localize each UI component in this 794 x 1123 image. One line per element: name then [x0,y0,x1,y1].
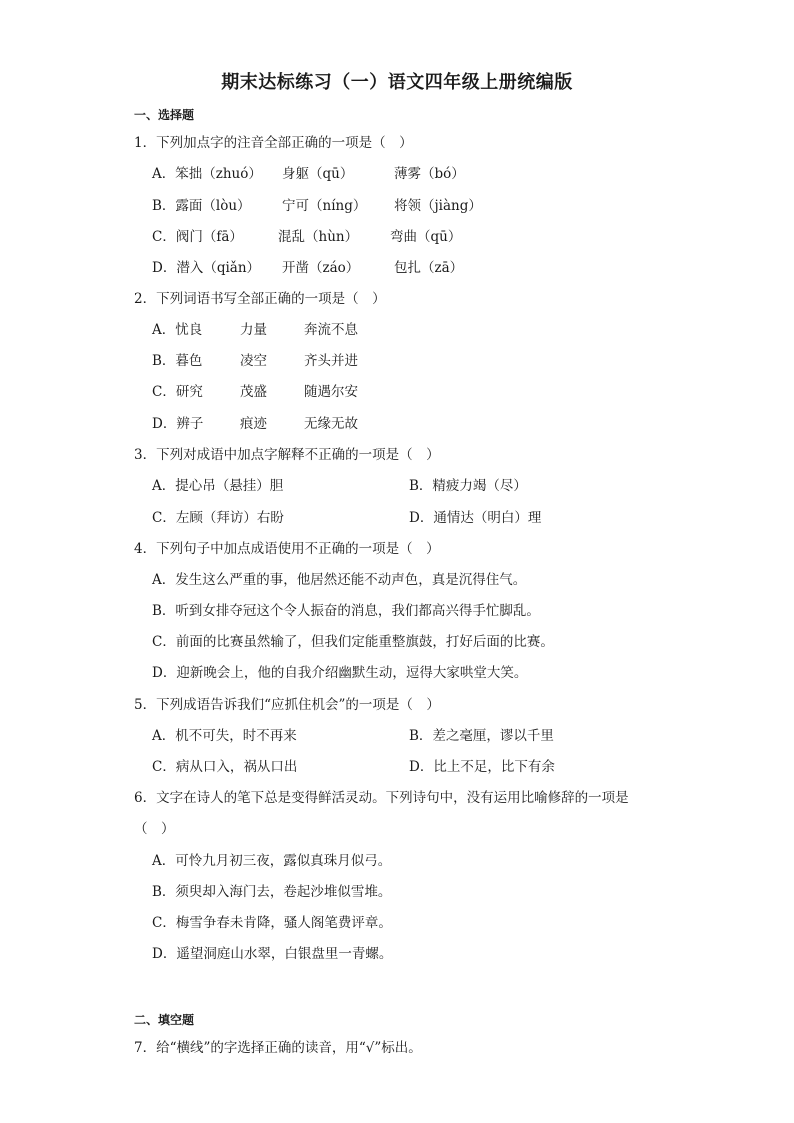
option-text: 凌空 [240,353,267,369]
option-text: 弯曲（qū） [390,229,462,245]
page-title: 期末达标练习（一）语文四年级上册统编版 [221,72,573,93]
question-3-option-d: D．通情达（明白）理 [409,510,542,526]
question-5-stem: 5．下列成语告诉我们“应抓住机会”的一项是（ ） [134,697,440,713]
option-text: 齐头并进 [304,353,358,369]
question-6-option-d: D．遥望洞庭山水翠，白银盘里一青螺。 [152,946,393,962]
option-text: 无缘无故 [304,416,358,432]
question-6-option-c: C．梅雪争春未肯降，骚人阁笔费评章。 [152,915,392,931]
question-4-option-c: C．前面的比赛虽然输了，但我们定能重整旗鼓，打好后面的比赛。 [152,634,554,650]
option-text: 身躯（qū） [282,166,354,182]
option-text: A．忧良 [152,322,203,338]
option-text: 奔流不息 [304,322,358,338]
question-2-stem: 2．下列词语书写全部正确的一项是（ ） [134,291,386,307]
option-text: 包扎（zā） [394,260,464,276]
option-text: 力量 [240,322,267,338]
option-text: 随遇尔安 [304,384,358,400]
question-3-option-a: A．提心吊（悬挂）胆 [152,478,284,494]
question-3-option-b: B．精疲力竭（尽） [409,478,527,494]
question-5-option-c: C．病从口入，祸从口出 [152,759,298,775]
option-text: D．辨子 [152,416,204,432]
option-text: B．暮色 [152,353,203,369]
question-1-stem: 1．下列加点字的注音全部正确的一项是（ ） [134,135,413,151]
option-text: C．研究 [152,384,203,400]
question-5-option-b: B．差之毫厘，谬以千里 [409,728,554,744]
question-3-option-c: C．左顾（拜访）右盼 [152,510,284,526]
question-3-stem: 3．下列对成语中加点字解释不正确的一项是（ ） [134,447,440,463]
question-7-stem: 7．给“横线”的字选择正确的读音，用“√”标出。 [134,1040,422,1056]
question-6-option-b: B．须臾却入海门去，卷起沙堆似雪堆。 [152,884,392,900]
option-text: 宁可（níng） [282,198,367,214]
option-text: 开凿（záo） [282,260,360,276]
question-4-option-b: B．听到女排夺冠这个令人振奋的消息，我们都高兴得手忙脚乱。 [152,603,540,619]
question-6-stem-continued: （ ） [134,821,175,837]
option-text: D．潜入（qiǎn） [152,260,261,276]
option-text: 将领（jiàng） [394,198,482,214]
section-heading-fill-in: 二、填空题 [134,1013,195,1027]
option-text: 茂盛 [240,384,267,400]
question-4-option-d: D．迎新晚会上，他的自我介绍幽默生动，逗得大家哄堂大笑。 [152,665,528,681]
option-text: 痕迹 [240,416,267,432]
question-4-option-a: A．发生这么严重的事，他居然还能不动声色，真是沉得住气。 [152,572,527,588]
option-text: C．阀门（fā） [152,229,243,245]
question-5-option-a: A．机不可失，时不再来 [152,728,297,744]
question-6-option-a: A．可怜九月初三夜，露似真珠月似弓。 [152,853,392,869]
question-6-stem: 6．文字在诗人的笔下总是变得鲜活灵动。下列诗句中，没有运用比喻修辞的一项是 [134,790,629,806]
option-text: B．露面（lòu） [152,198,251,214]
option-text: 薄雾（bó） [394,166,465,182]
option-text: 混乱（hùn） [278,229,359,245]
question-5-option-d: D．比上不足，比下有余 [409,759,555,775]
section-heading-choice: 一、选择题 [134,108,195,122]
option-text: A．笨拙（zhuó） [152,166,262,182]
question-4-stem: 4．下列句子中加点成语使用不正确的一项是（ ） [134,541,440,557]
